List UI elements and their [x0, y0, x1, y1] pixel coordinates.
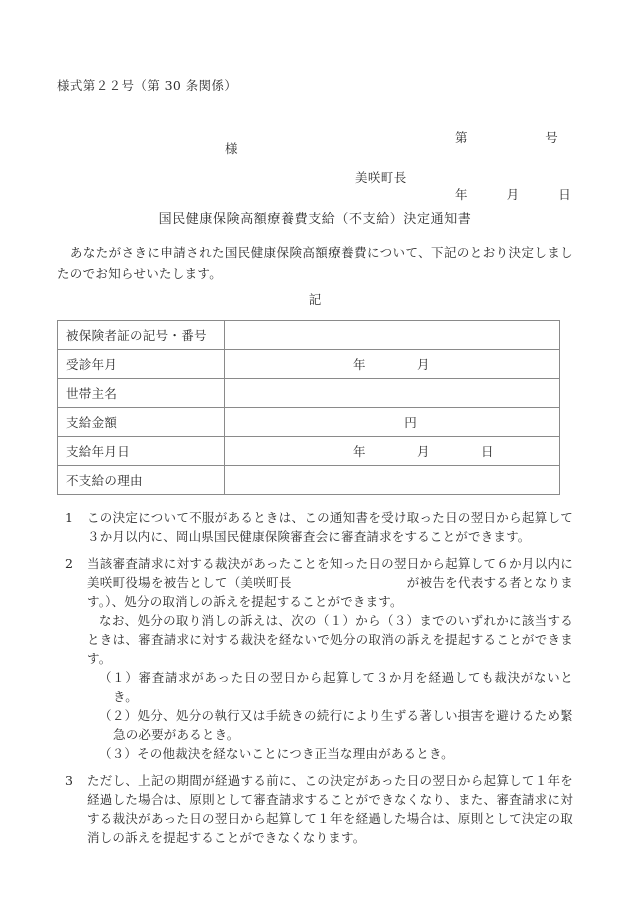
note-number: 1 — [65, 510, 73, 525]
table-row — [58, 350, 560, 379]
table-row — [58, 321, 560, 350]
note-sub-item-3: （３）その他裁決を経ないことにつき正当な理由があるとき。 — [99, 746, 454, 761]
addressee-honorific: 様 — [225, 141, 238, 156]
row-label-consultation-month: 受診年月 — [58, 350, 225, 379]
row-value-payment-date[interactable] — [225, 437, 560, 466]
note-paragraph-supplement: なお、処分の取り消しの訴えは、次の（１）から（３）までのいずれかに該当するときは、審査請求に対する裁決を経ないで処分の取消の訴えを提起することができます。 — [87, 613, 573, 666]
intro-paragraph: あなたがさきに申請された国民健康保険高額療養費について、下記のとおり決定しましたのでお知らせいたします。 — [57, 245, 573, 281]
value-text: 円 — [353, 415, 418, 430]
row-label-payment-date: 支給年月日 — [58, 437, 225, 466]
value-text: 年 月 — [353, 357, 430, 372]
note-sub-list — [87, 668, 573, 763]
note-paragraph: この決定について不服があるときは、この通知書を受け取った日の翌日から起算して３か月以内に、岡山県国民健康保険審査会に審査請求をすることができます。 — [87, 510, 573, 544]
note-number: 3 — [65, 773, 73, 788]
row-label-insured-card-number: 被保険者証の記号・番号 — [58, 321, 225, 350]
row-value-nonpayment-reason[interactable] — [225, 466, 560, 495]
legal-notes — [57, 508, 573, 855]
row-label-householder-name: 世帯主名 — [58, 379, 225, 408]
issuer-name: 美咲町長 — [355, 170, 407, 185]
table-row — [58, 379, 560, 408]
note-item-3 — [57, 771, 573, 847]
note-sub-item-2: （２）処分、処分の執行又は手続きの続行により生ずる著しい損害を避けるため緊急の必要があるとき。 — [99, 708, 573, 742]
note-sub-item-1: （１）審査請求があった日の翌日から起算して３か月を経過しても裁決がないとき。 — [99, 670, 573, 704]
note-item-1 — [57, 508, 573, 546]
row-value-householder-name[interactable] — [225, 379, 560, 408]
note-item-2 — [57, 554, 573, 763]
form-number: 様式第２２号（第 30 条関係） — [57, 78, 238, 93]
document-title: 国民健康保険高額療養費支給（不支給）決定通知書 — [158, 212, 472, 227]
row-value-payment-amount[interactable] — [225, 408, 560, 437]
value-text: 年 月 日 — [353, 444, 494, 459]
row-value-consultation-month[interactable] — [225, 350, 560, 379]
information-table — [57, 320, 560, 495]
note-number: 2 — [65, 556, 73, 571]
table-row — [58, 437, 560, 466]
row-label-payment-amount: 支給金額 — [58, 408, 225, 437]
row-label-nonpayment-reason: 不支給の理由 — [58, 466, 225, 495]
row-value-insured-card-number[interactable] — [225, 321, 560, 350]
document-date-line: 年 月 日 — [455, 187, 572, 202]
note-paragraph: ただし、上記の期間が経過する前に、この決定があった日の翌日から起算して１年を経過した場合は、原則として審査請求することができなくなり、また、審査請求に対する裁決があった日の翌日から起算して１年を経過した場合は、原則として決定の取消しの訴えを提起することができなくなります。 — [87, 773, 573, 845]
information-table-body — [58, 321, 560, 495]
table-row — [58, 466, 560, 495]
note-body — [87, 554, 573, 763]
note-body — [87, 771, 573, 847]
table-row — [58, 408, 560, 437]
document-number-line: 第 号 — [455, 130, 559, 145]
ki-marker: 記 — [308, 292, 322, 307]
note-paragraph: 当該審査請求に対する裁決があったことを知った日の翌日から起算して６か月以内に美咲町役場を被告として（美咲町長 が被告を代表する者となります。）、処分の取消しの訴えを提起することができます。 — [87, 556, 573, 609]
note-body — [87, 508, 573, 546]
